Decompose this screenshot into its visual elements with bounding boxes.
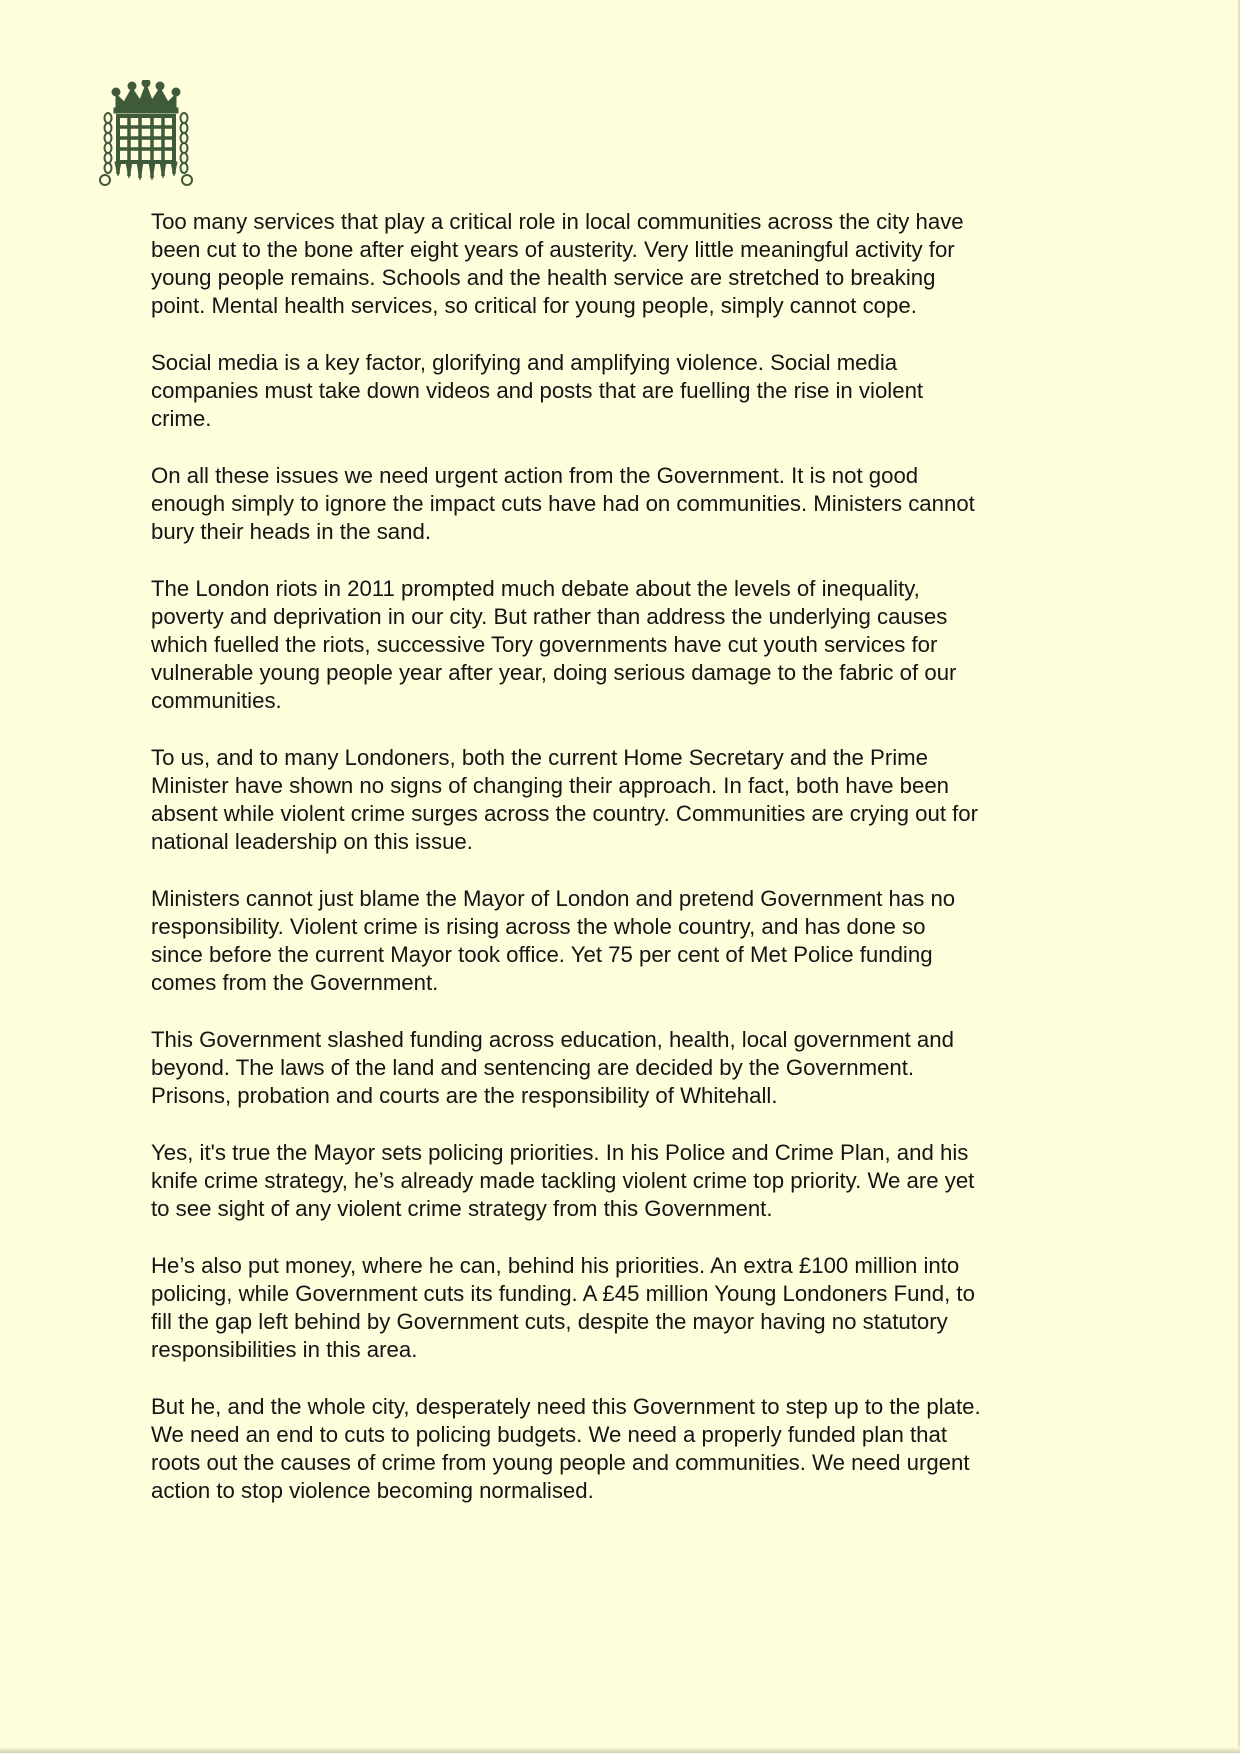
letter-body <box>151 208 1091 1534</box>
paragraph-5: To us, and to many Londoners, both the current Home Secretary and the Prime Minister have shown no signs of changing their approach. In fact, both have been absent while violent crime surges across the country. Communities are crying out for national leadership on this issue. <box>151 745 979 854</box>
paragraph-10: But he, and the whole city, desperately need this Government to step up to the plate. We need an end to cuts to policing budgets. We need a properly funded plan that roots out the causes of crime from young people and communities. We need urgent action to stop violence becoming normalised. <box>151 1394 981 1503</box>
paragraph-6: Ministers cannot just blame the Mayor of London and pretend Government has no responsibility. Violent crime is rising across the whole country, and has done so since before the current Mayor took office. Yet 75 per cent of Met Police funding comes from the Government. <box>151 886 956 995</box>
paragraph-4: The London riots in 2011 prompted much debate about the levels of inequality, poverty and deprivation in our city. But rather than address the underlying causes which fuelled the riots, successive Tory governments have cut youth services for vulnerable young people year after year, doing serious damage to the fabric of our communities. <box>151 576 957 713</box>
paragraph-8: Yes, it's true the Mayor sets policing priorities. In his Police and Crime Plan, and his knife crime strategy, he’s already made tackling violent crime top priority. We are yet to see sight of any violent crime strategy from this Government. <box>151 1140 975 1221</box>
paragraph-9: He’s also put money, where he can, behind his priorities. An extra £100 million into policing, while Government cuts its funding. A £45 million Young Londoners Fund, to fill the gap left behind by Government cuts, despite the mayor having no statutory responsibilities in this area. <box>151 1253 975 1362</box>
paragraph-2: Social media is a key factor, glorifying and amplifying violence. Social media companies must take down videos and posts that are fuelling the rise in violent crime. <box>151 350 924 431</box>
paper-edge-bottom <box>0 1747 1240 1753</box>
paragraph-3: On all these issues we need urgent action from the Government. It is not good enough simply to ignore the impact cuts have had on communities. Ministers cannot bury their heads in the sand. <box>151 463 975 544</box>
portcullis-crest-icon <box>98 80 194 196</box>
paragraph-7: This Government slashed funding across education, health, local government and beyond. The laws of the land and sentencing are decided by the Government. Prisons, probation and courts are the responsibility of Whitehall. <box>151 1027 954 1108</box>
paragraph-1: Too many services that play a critical role in local communities across the city have been cut to the bone after eight years of austerity. Very little meaningful activity for young people remains. Schools and the health service are stretched to breaking point. Mental health services, so critical for young people, simply cannot cope. <box>151 209 964 318</box>
